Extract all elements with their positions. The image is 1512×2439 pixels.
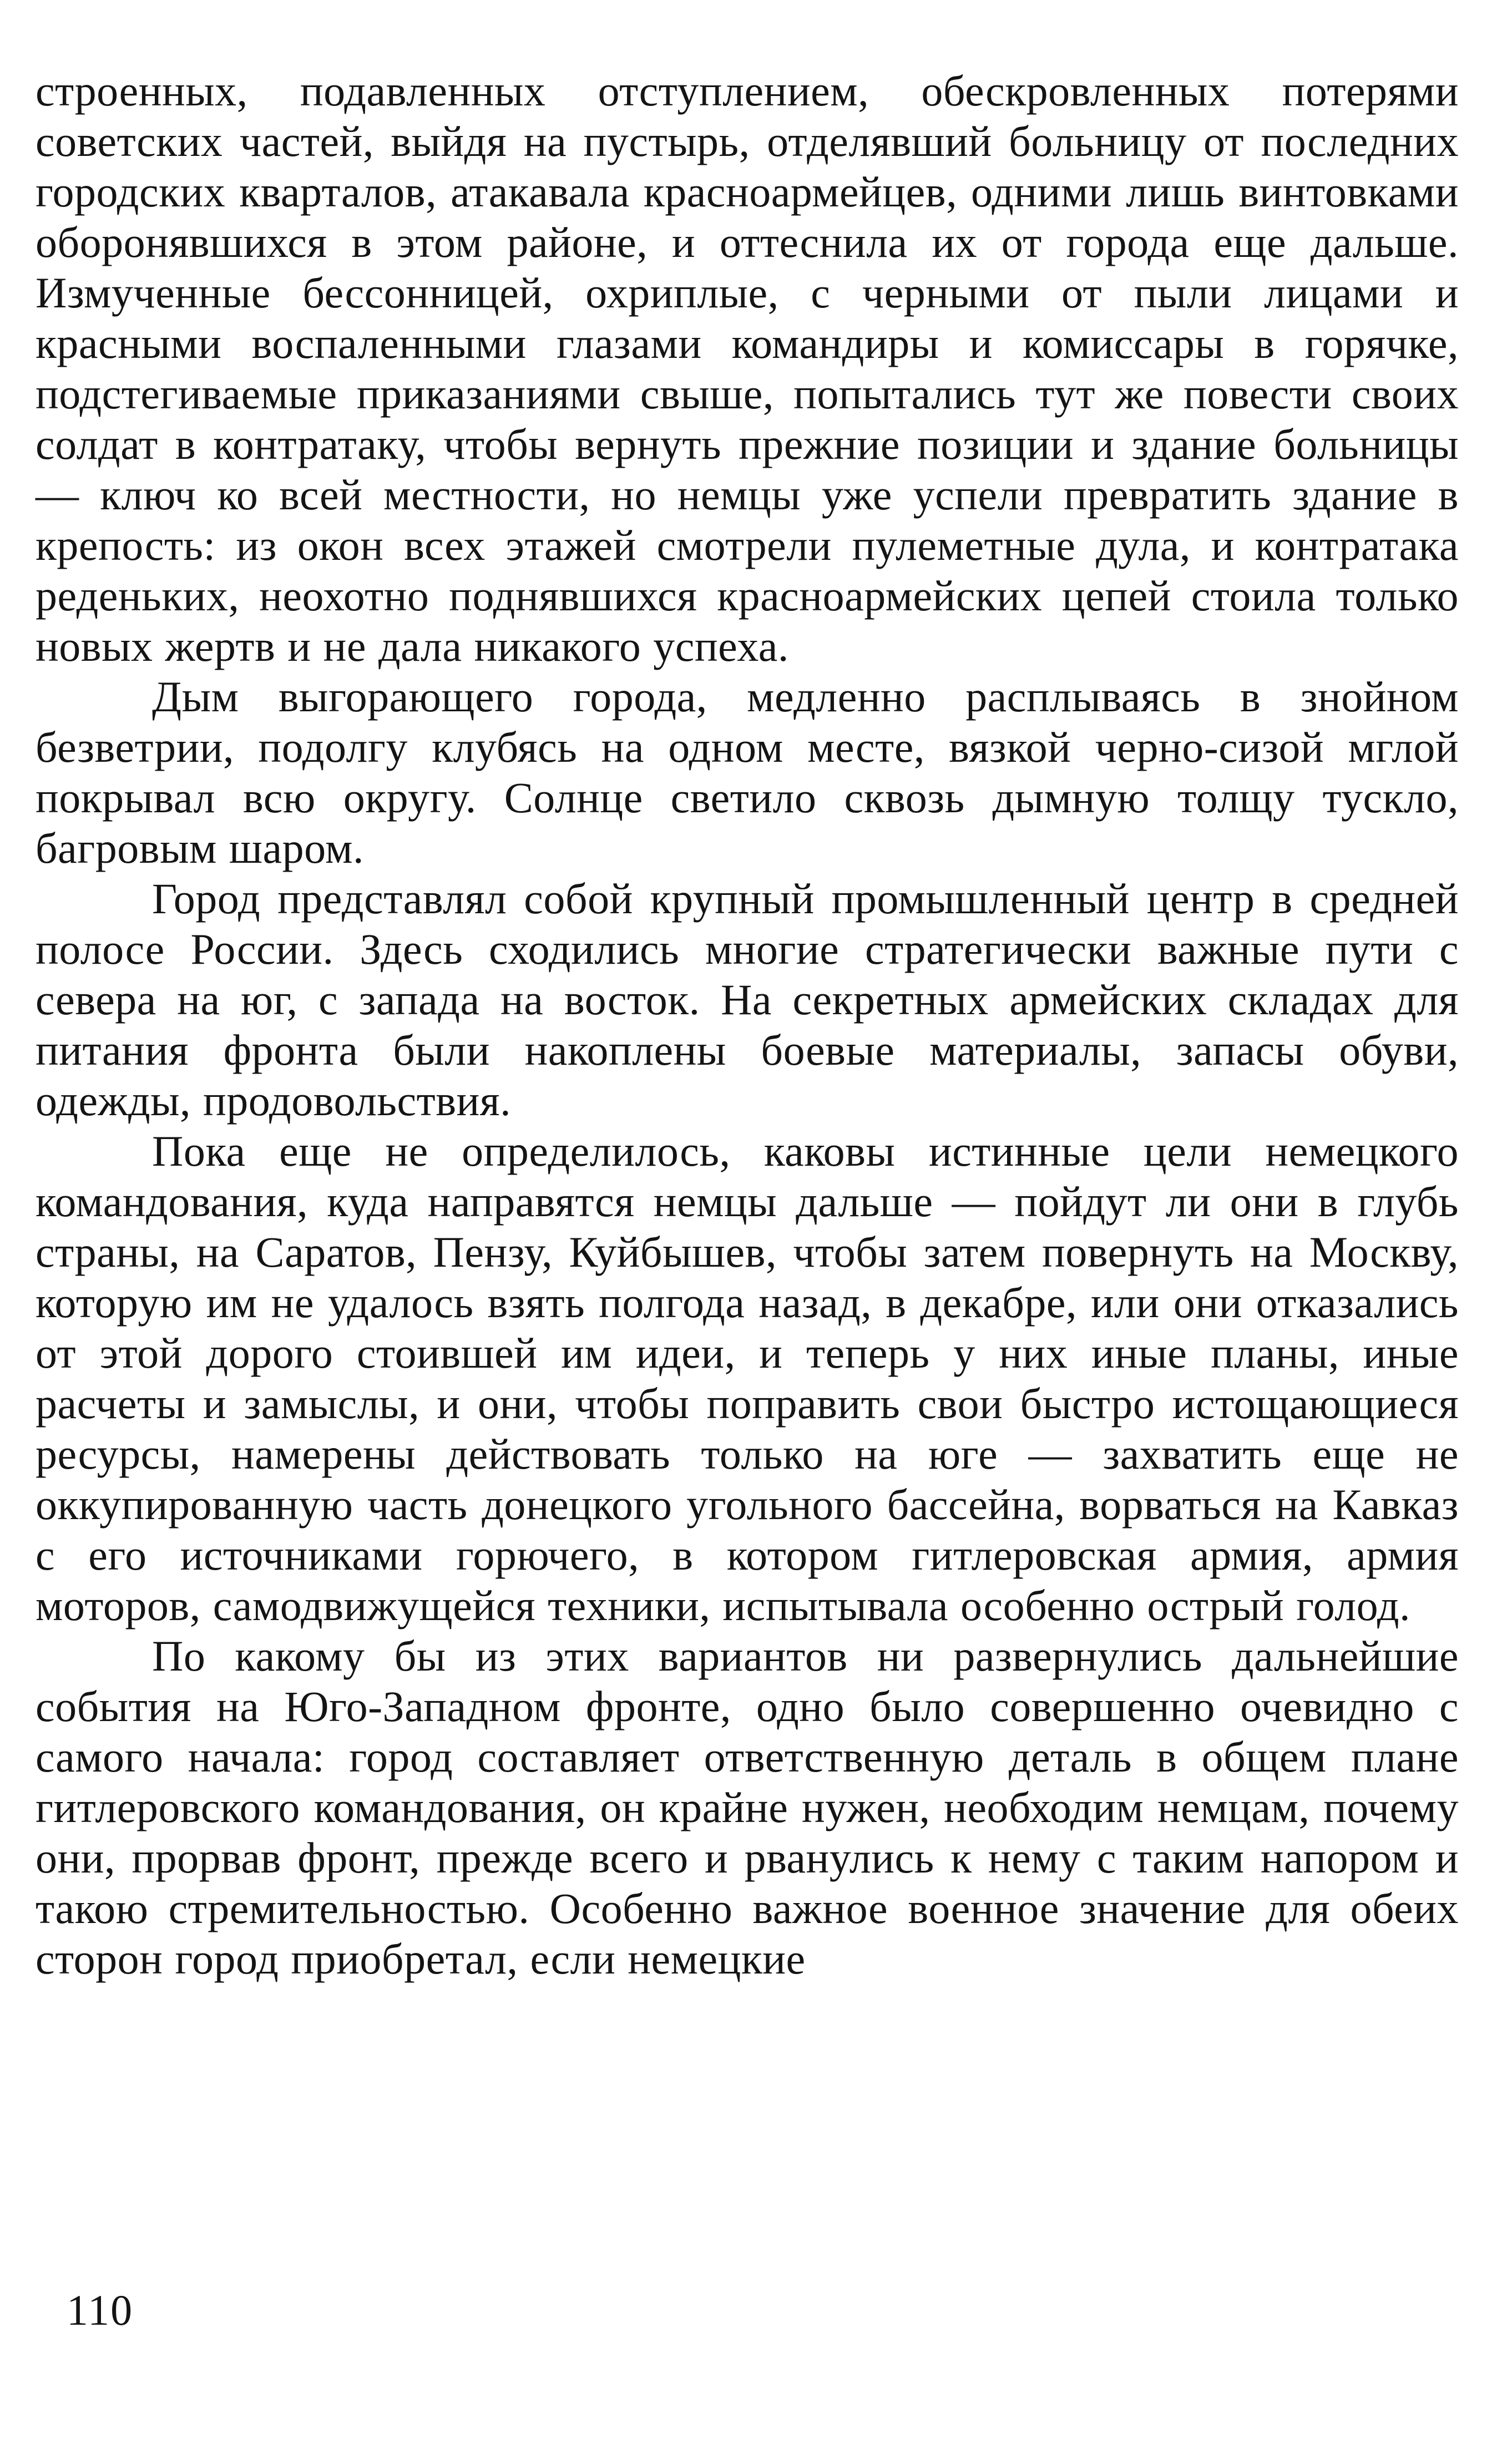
body-text (36, 65, 1459, 1984)
page-number: 110 (67, 2286, 134, 2334)
paragraph: По какому бы из этих вариантов ни развернулись дальнейшие события на Юго-Западном фронте, одно было совершенно очевидно с самого начала: город составляет ответственную деталь в общем плане гитлеровского командования, он крайне нужен, необходим немцам, почему они, прорвав фронт, прежде всего и рванулись к нему с таким напором и такою стремительностью. Особенно важное военное значение для обеих сторон город приобретал, если немецкие (36, 1632, 1459, 1983)
paragraph-continued: строенных, подавленных отступлением, обескровленных потерями советских частей, выйдя на пустырь, отделявший больницу от последних городских кварталов, атакавала красноармейцев, одними лишь винтовками оборонявшихся в этом районе, и оттеснила их от города еще дальше. Измученные бессонницей, охриплые, с черными от пыли лицами и красными воспаленными глазами командиры и комиссары в горячке, подстегиваемые приказаниями свыше, попытались тут же повести своих солдат в контратаку, чтобы вернуть прежние позиции и здание больницы — ключ ко всей местности, но немцы уже успели превратить здание в крепость: из окон всех этажей смотрели пулеметные дула, и контратака реденьких, неохотно поднявшихся красноармейских цепей стоила только новых жертв и не дала никакого успеха. (36, 67, 1459, 670)
paragraph: Дым выгорающего города, медленно расплываясь в знойном безветрии, подолгу клубясь на одном месте, вязкой черно-сизой мглой покрывал всю округу. Солнце светило сквозь дымную толщу тускло, багровым шаром. (36, 672, 1459, 872)
paragraph: Город представлял собой крупный промышленный центр в средней полосе России. Здесь сходились многие стратегически важные пути с севера на юг, с запада на восток. На секретных армейских складах для питания фронта были накоплены боевые материалы, запасы обуви, одежды, продовольствия. (36, 874, 1459, 1125)
paragraph: Пока еще не определилось, каковы истинные цели немецкого командования, куда направятся немцы дальше — пойдут ли они в глубь страны, на Саратов, Пензу, Куйбышев, чтобы затем повернуть на Москву, которую им не удалось взять полгода назад, в декабре, или они отказались от этой дорого стоившей им идеи, и теперь у них иные планы, иные расчеты и замыслы, и они, чтобы поправить свои быстро истощающиеся ресурсы, намерены действовать только на юге — захватить еще не оккупированную часть донецкого угольного бассейна, ворваться на Кавказ с его источниками горючего, в котором гитлеровская армия, армия моторов, самодвижущейся техники, испытывала особенно острый голод. (36, 1127, 1459, 1630)
